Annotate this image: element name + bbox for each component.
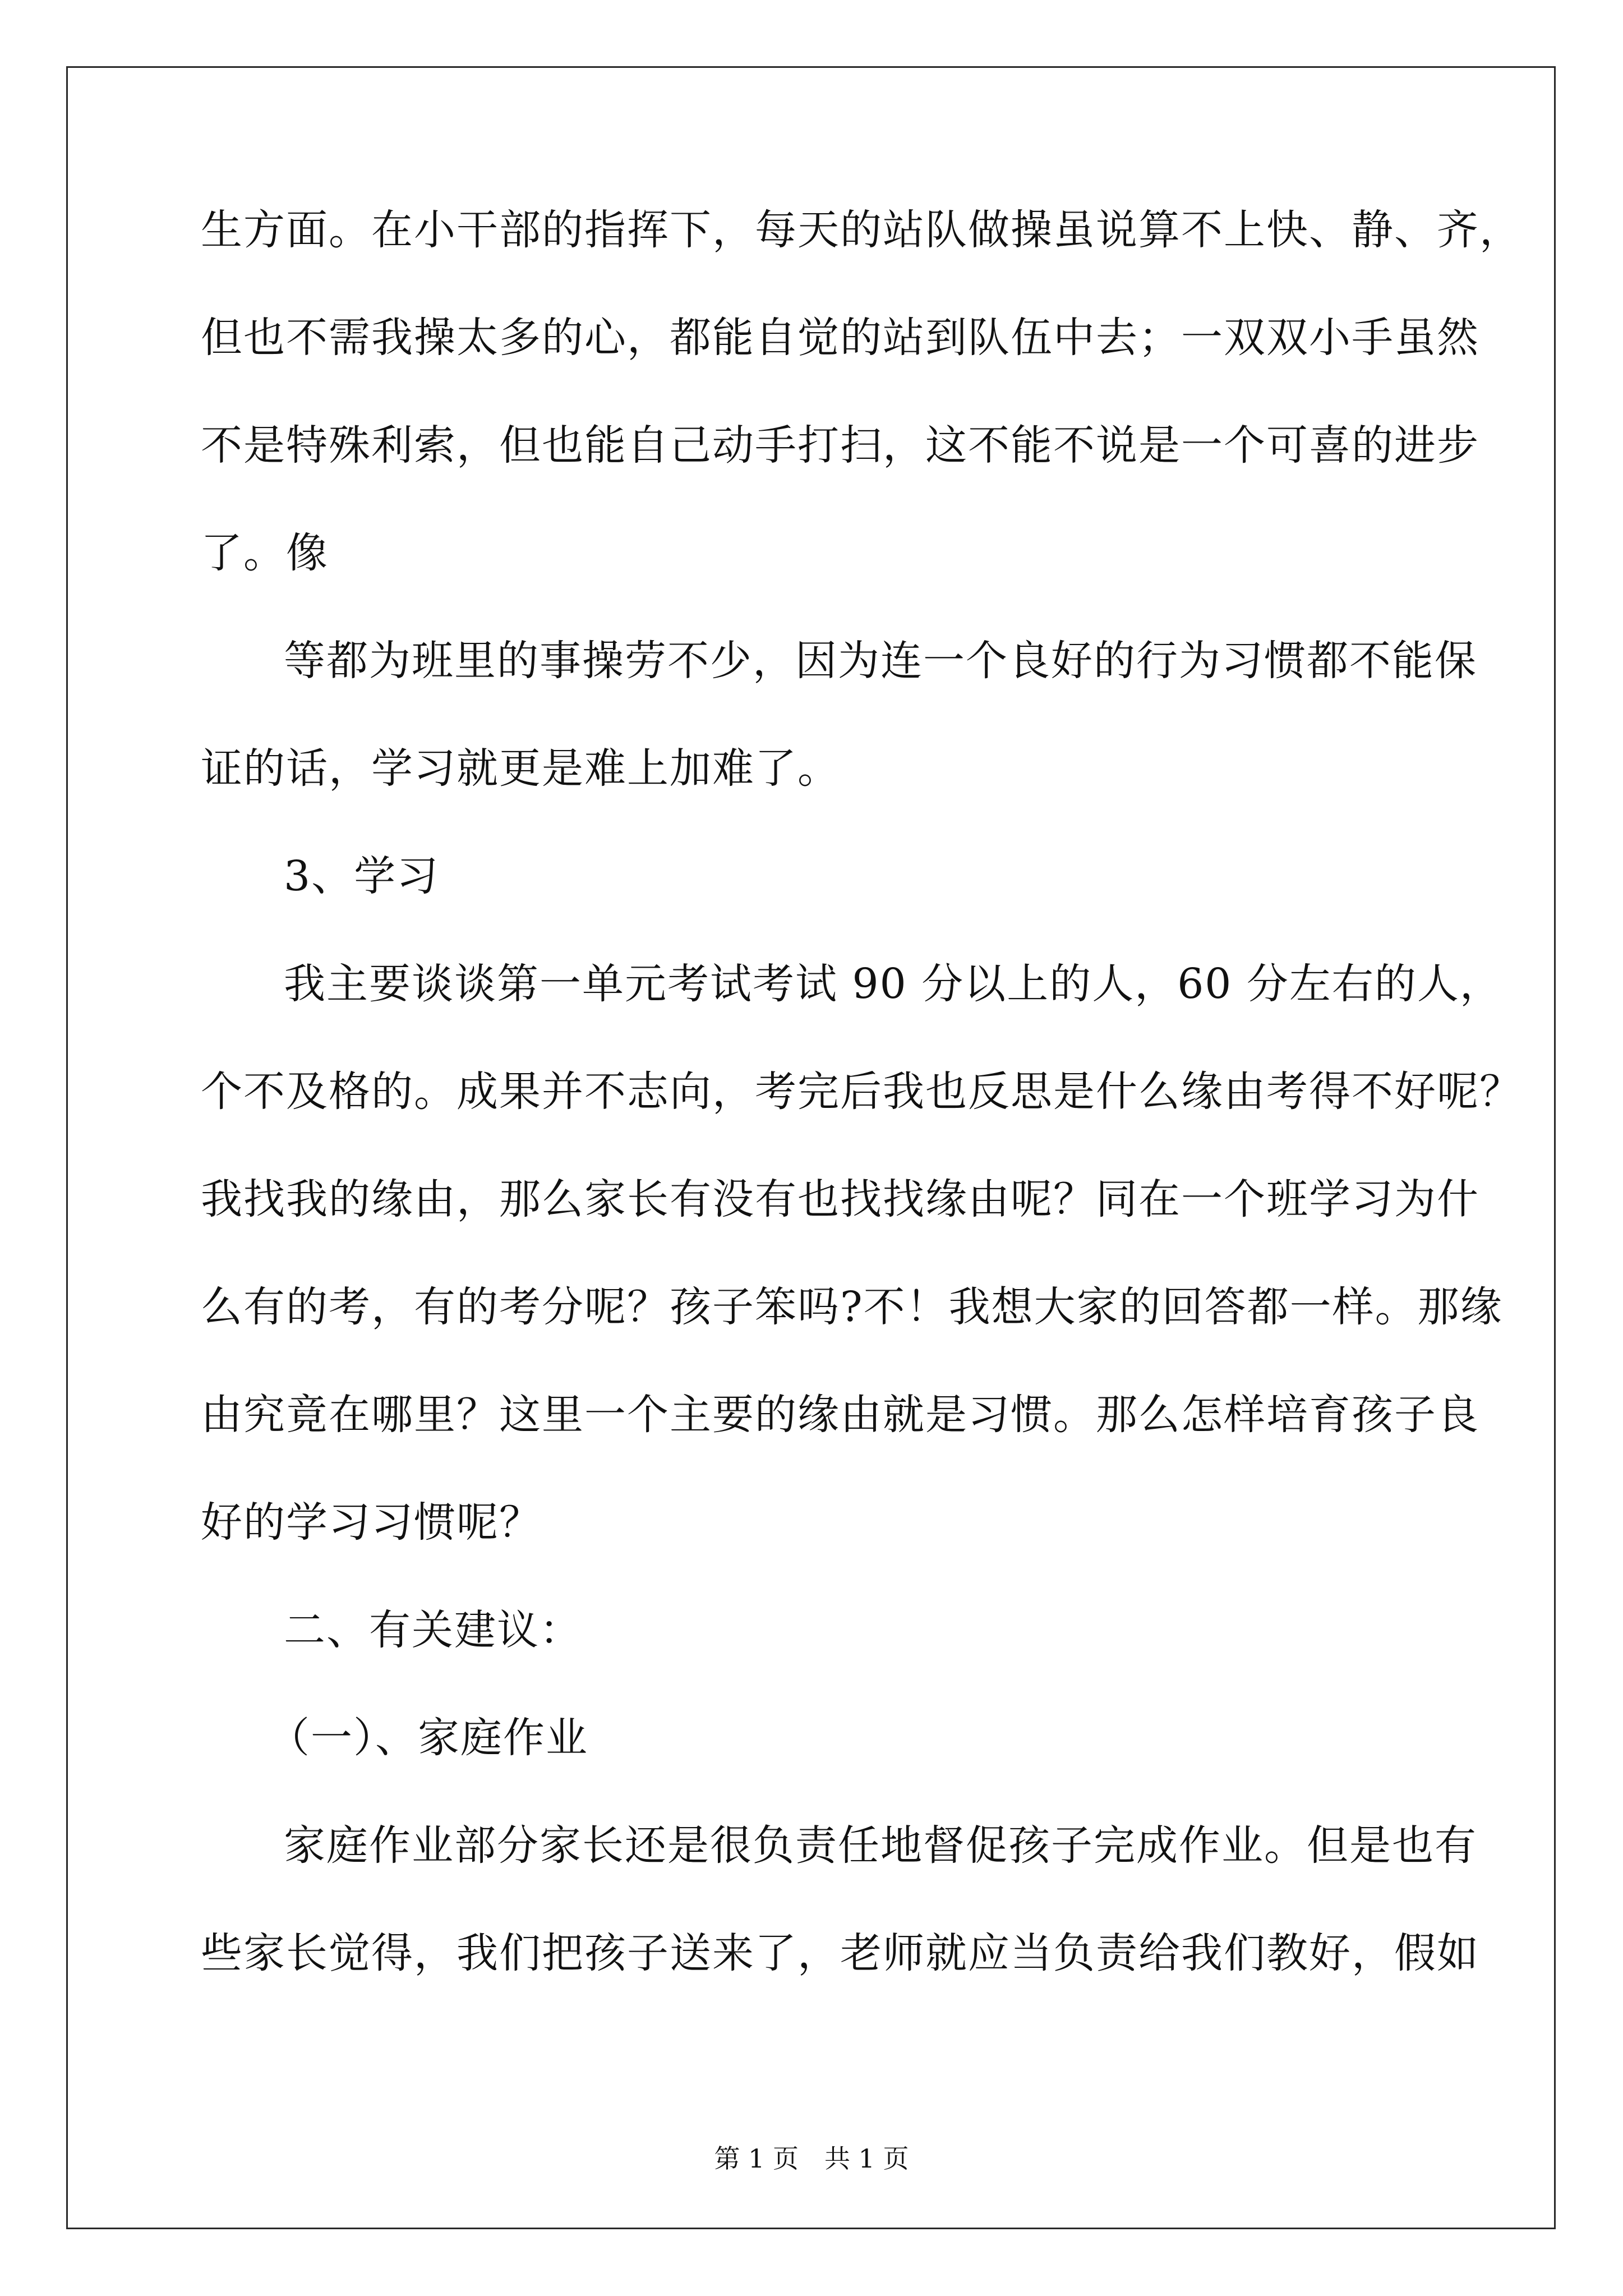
page-number: 第 1 页 共 1 页 [714,2143,909,2174]
text-line: 个不及格的。成果并不志向，考完后我也反思是什么缘由考得不好呢？ [201,1068,1522,1116]
text-line: 由究竟在哪里？这里一个主要的缘由就是习惯。那么怎样培育孩子良 [201,1391,1479,1439]
text-line: 但也不需我操太多的心，都能自觉的站到队伍中去；一双双小手虽然 [201,314,1479,362]
subsection-heading: （一）、家庭作业 [268,1714,588,1762]
text-line: 我主要谈谈第一单元考试考试 90 分以上的人，60 分左右的人， [284,960,1502,1008]
text-line: 我找我的缘由，那么家长有没有也找找缘由呢？同在一个班学习为什 [201,1175,1479,1223]
text-line: 生方面。在小干部的指挥下，每天的站队做操虽说算不上快、静、齐， [201,206,1522,254]
text-line: 么有的考，有的考分呢？孩子笨吗?不！我想大家的回答都一样。那缘 [201,1283,1503,1331]
section-heading: 二、有关建议： [284,1606,582,1654]
text-line: 证的话，学习就更是难上加难了。 [201,744,840,793]
section-heading: 3、学习 [284,852,440,900]
text-line: 了。像 [201,529,329,577]
text-line: 家庭作业部分家长还是很负责任地督促孩子完成作业。但是也有 [284,1821,1477,1870]
page-border [66,66,1556,2229]
text-line: 些家长觉得，我们把孩子送来了，老师就应当负责给我们教好，假如 [201,1929,1479,1977]
text-line: 好的学习习惯呢？ [201,1498,542,1547]
text-line: 不是特殊利索，但也能自己动手打扫，这不能不说是一个可喜的进步 [201,421,1479,470]
text-line: 等都为班里的事操劳不少，因为连一个良好的行为习惯都不能保 [284,637,1477,685]
